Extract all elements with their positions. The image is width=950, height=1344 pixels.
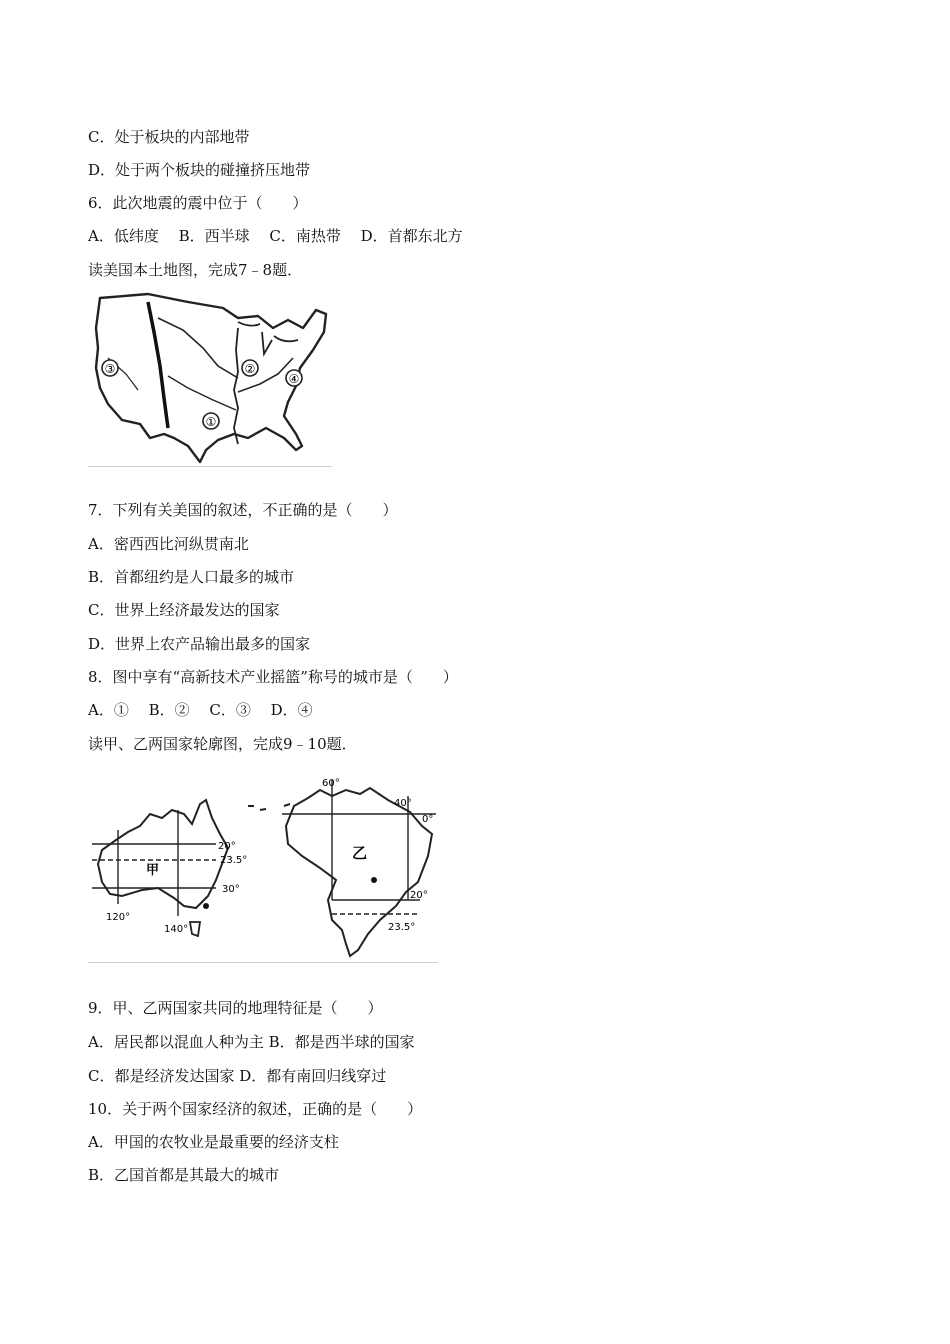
capital-dot-yi: [371, 877, 377, 883]
usa-map-figure: [88, 288, 333, 466]
capital-dot-jia: [203, 903, 209, 909]
arkansas-river: [168, 376, 236, 410]
label-lat23-right: 23.5°: [388, 922, 416, 933]
marker-4: [286, 370, 302, 386]
instruction-7-8: 读美国本土地图，完成7﹣8题．: [88, 261, 303, 279]
label-lat20-left: 20°: [218, 841, 236, 852]
option-7d: D．世界上农产品输出最多的国家: [88, 635, 311, 653]
marker-2: [242, 360, 258, 376]
label-lon60: 60°: [322, 778, 340, 789]
label-yi: 乙: [352, 844, 368, 862]
label-lon40: 40°: [394, 798, 412, 809]
label-lon140: 140°: [164, 924, 189, 935]
countries-figure: [88, 770, 440, 962]
countries-svg: [88, 770, 440, 962]
question-6: 6．此次地震的震中位于（ ）: [88, 194, 308, 212]
missouri-river: [158, 318, 238, 378]
brazil-map: [282, 778, 436, 956]
option-10b: B．乙国首都是其最大的城市: [88, 1166, 280, 1184]
option-5d: D．处于两个板块的碰撞挤压地带: [88, 161, 311, 179]
options-8: A．① B．② C．③ D．④: [88, 701, 313, 719]
svg-text:④: ④: [288, 372, 300, 386]
svg-text:③: ③: [104, 362, 116, 376]
option-7a: A．密西西比河纵贯南北: [88, 535, 249, 553]
marker-1: [203, 413, 219, 429]
options-6: A．低纬度 B．西半球 C．南热带 D．首都东北方: [88, 227, 463, 245]
islands: [248, 804, 290, 810]
options-9-cd: C．都是经济发达国家 D．都有南回归线穿过: [88, 1067, 387, 1085]
question-8: 8．图中享有“高新技术产业摇篮”称号的城市是（ ）: [88, 668, 458, 686]
great-lakes: [238, 322, 298, 354]
mississippi-river: [234, 328, 238, 444]
label-lat30-left: 30°: [222, 884, 240, 895]
options-9-ab: A．居民都以混血人种为主 B．都是西半球的国家: [88, 1033, 415, 1051]
tasmania-outline: [190, 922, 200, 936]
question-9: 9．甲、乙两国家共同的地理特征是（ ）: [88, 999, 383, 1017]
option-7c: C．世界上经济最发达的国家: [88, 601, 280, 619]
label-lat23-left: 23.5°: [220, 855, 248, 866]
svg-text:①: ①: [205, 415, 217, 429]
label-jia: 甲: [146, 863, 160, 878]
option-10a: A．甲国的农牧业是最重要的经济支柱: [88, 1133, 339, 1151]
figure-divider-2: [88, 962, 438, 963]
option-7b: B．首都纽约是人口最多的城市: [88, 568, 295, 586]
label-lat20-right: 20°: [410, 890, 428, 901]
question-7: 7．下列有关美国的叙述，不正确的是（ ）: [88, 501, 398, 519]
option-5c: C．处于板块的内部地带: [88, 128, 250, 146]
usa-map-svg: [88, 288, 333, 466]
australia-map: [92, 800, 247, 936]
figure-divider-1: [88, 466, 332, 467]
marker-3: [102, 360, 118, 376]
instruction-9-10: 读甲、乙两国家轮廓图，完成9﹣10题．: [88, 735, 357, 753]
svg-text:②: ②: [244, 362, 256, 376]
question-10: 10．关于两个国家经济的叙述，正确的是（ ）: [88, 1100, 423, 1118]
label-lon120: 120°: [106, 912, 131, 923]
label-lat0: 0°: [422, 814, 434, 825]
